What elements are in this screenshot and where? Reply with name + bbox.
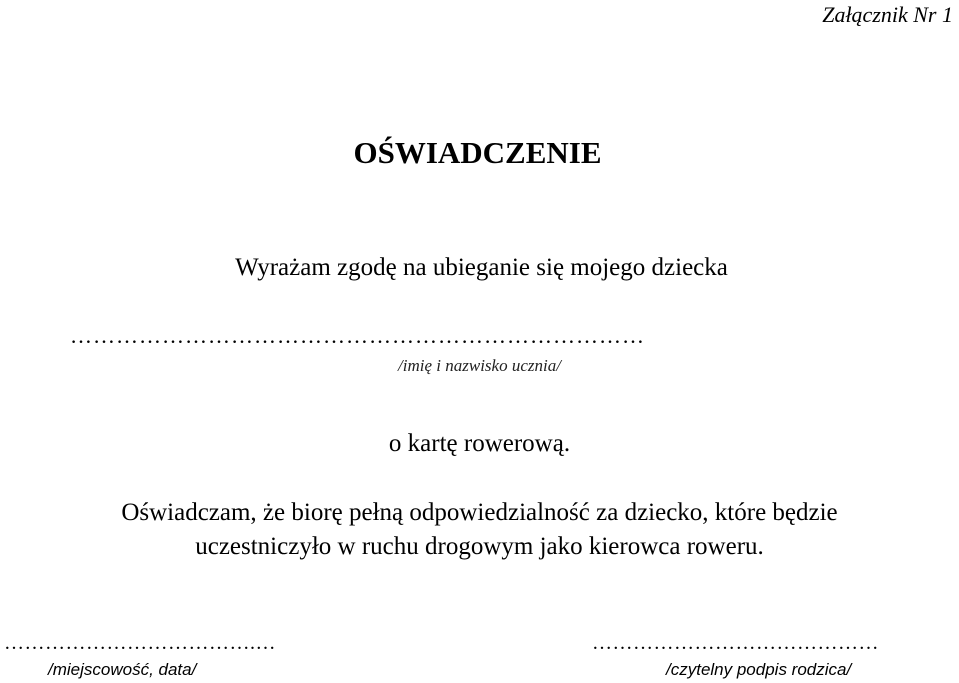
signature-fill-line[interactable]: …………………………………… [592,632,879,654]
document-title: OŚWIADCZENIE [353,135,602,170]
attachment-label: Załącznik Nr 1 [822,2,953,27]
consent-line: Wyrażam zgodę na ubieganie się mojego dziecka [235,254,728,281]
student-name-caption: /imię i nazwisko ucznia/ [398,356,561,375]
bike-card-line: o kartę rowerową. [388,430,571,457]
place-date-caption: /miejscowość, data/ [48,660,197,679]
student-name-fill-line[interactable]: ………………………………………………………………… [70,323,645,348]
declaration-line-2: uczestniczyło w ruchu drogowym jako kierowca roweru. [195,533,764,560]
place-date-fill-line[interactable]: ……………………………….… [4,632,276,654]
declaration-paragraph [0,496,959,564]
signature-caption: /czytelny podpis rodzica/ [666,660,852,679]
declaration-line-1: Oświadczam, że biorę pełną odpowiedzialność za dziecko, które będzie [121,499,838,526]
